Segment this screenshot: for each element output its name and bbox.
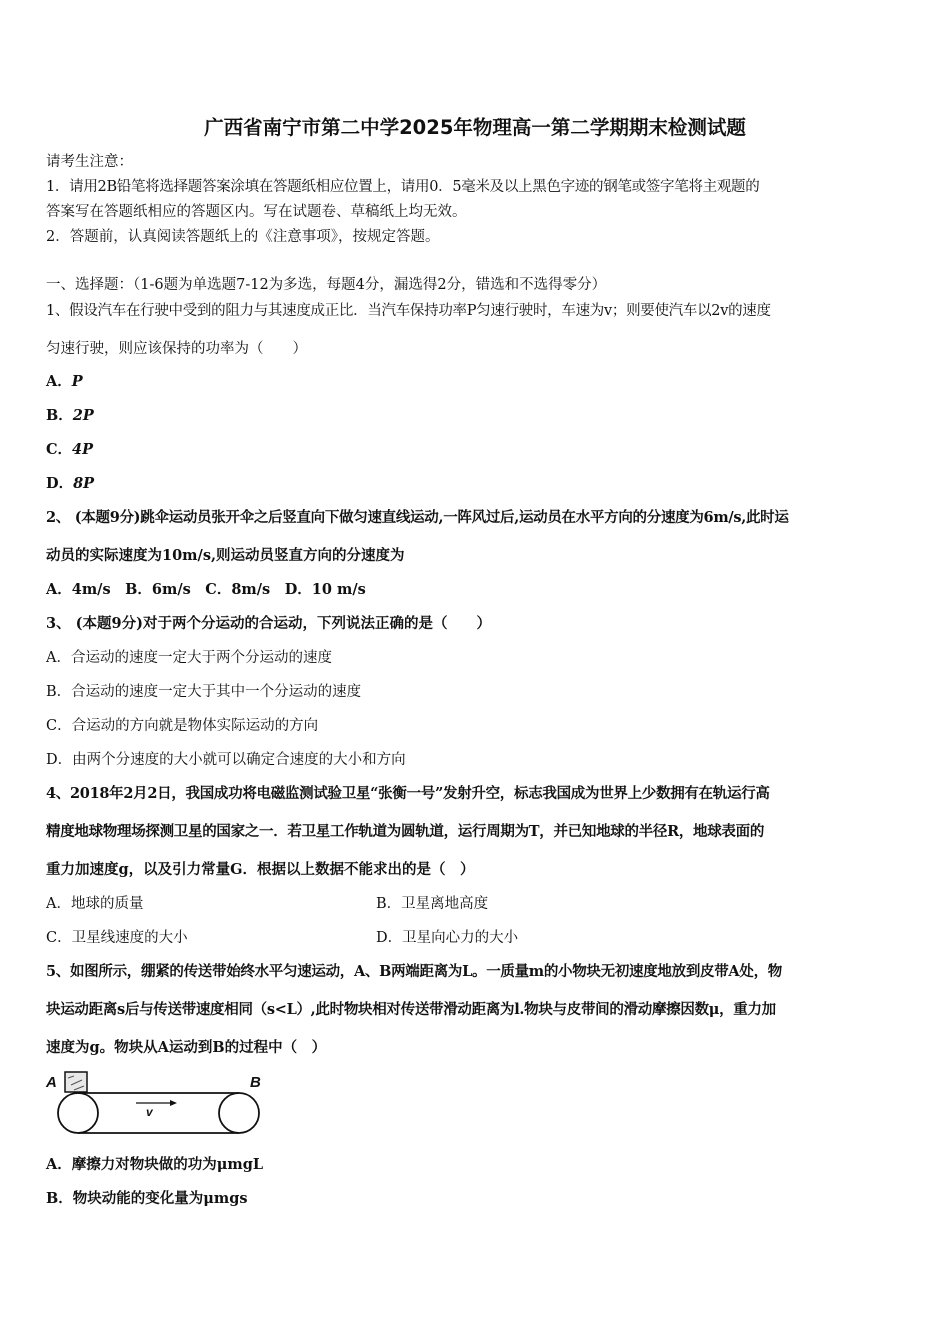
option-label: D． xyxy=(46,475,74,492)
right-pulley xyxy=(219,1093,259,1133)
question-1-line-2: 匀速行驶，则应该保持的功率为（ ） xyxy=(46,341,307,357)
q4-option-d: D．卫星向心力的大小 xyxy=(376,930,519,946)
option-label: A． xyxy=(46,373,72,390)
label-v: v xyxy=(146,1105,153,1119)
q1-option-a xyxy=(46,373,83,391)
q4-option-c: C．卫星线速度的大小 xyxy=(46,930,188,946)
option-value: P xyxy=(71,373,83,390)
q3-option-c: C．合运动的方向就是物体实际运动的方向 xyxy=(46,718,319,734)
q1-option-d xyxy=(46,475,94,493)
question-2-line-2: 动员的实际速度为10m/s,则运动员竖直方向的分速度为 xyxy=(46,547,405,564)
velocity-arrowhead xyxy=(170,1100,177,1106)
question-2-line-1: 2、 (本题9分)跳伞运动员张开伞之后竖直向下做匀速直线运动,一阵风过后,运动员在水平方向的分速度为6m/s,此时运 xyxy=(46,509,789,526)
q2-options: A．4m/s B．6m/s C．8m/s D．10 m/s xyxy=(46,581,366,598)
q5-option-b: B．物块动能的变化量为μmgs xyxy=(46,1190,248,1207)
q3-option-a: A．合运动的速度一定大于两个分运动的速度 xyxy=(46,650,332,666)
page-title: 广西省南宁市第二中学2025年物理高一第二学期期末检测试题 xyxy=(204,116,746,139)
q3-option-d: D．由两个分速度的大小就可以确定合速度的大小和方向 xyxy=(46,752,406,768)
option-value: 4P xyxy=(72,441,94,458)
notice-item-2: 2．答题前，认真阅读答题纸上的《注意事项》，按规定答题。 xyxy=(46,229,440,245)
q1-option-b xyxy=(46,407,94,425)
label-a: A xyxy=(46,1074,57,1091)
left-pulley xyxy=(58,1093,98,1133)
option-value: 2P xyxy=(72,407,94,424)
q5-option-a: A．摩擦力对物块做的功为μmgL xyxy=(46,1156,264,1173)
question-5-line-3: 速度为g。物块从A运动到B的过程中（ ） xyxy=(46,1039,327,1056)
option-value: 8P xyxy=(73,475,95,492)
question-5-line-2: 块运动距离s后与传送带速度相同（s<L）,此时物块相对传送带滑动距离为l.物块与皮带间的滑动摩擦因数μ，重力加 xyxy=(46,1001,776,1018)
question-3-line: 3、 (本题9分)对于两个分运动的合运动，下列说法正确的是（ ） xyxy=(46,615,491,632)
notice-item-1-cont: 答案写在答题纸相应的答题区内。写在试题卷、草稿纸上均无效。 xyxy=(46,204,467,220)
notice-heading: 请考生注意： xyxy=(46,154,133,170)
question-5-line-1: 5、如图所示，绷紧的传送带始终水平匀速运动，A、B两端距离为L。一质量m的小物块无初速度地放到皮带A处，物 xyxy=(46,963,782,980)
question-4-line-3: 重力加速度g，以及引力常量G．根据以上数据不能求出的是（ ） xyxy=(46,861,475,878)
q3-option-b: B．合运动的速度一定大于其中一个分运动的速度 xyxy=(46,684,362,700)
notice-item-1: 1．请用2B铅笔将选择题答案涂填在答题纸相应位置上，请用0．5毫米及以上黑色字迹的钢笔或签字笔将主观题的 xyxy=(46,179,760,195)
option-label: C． xyxy=(46,441,73,458)
q1-option-c xyxy=(46,441,93,459)
label-b: B xyxy=(250,1074,261,1091)
option-label: B． xyxy=(46,407,73,424)
q4-option-b: B．卫星离地高度 xyxy=(376,896,489,912)
conveyor-belt-diagram xyxy=(44,1070,264,1136)
question-4-line-1: 4、2018年2月2日，我国成功将电磁监测试验卫星“张衡一号”发射升空，标志我国成为世界上少数拥有在轨运行高 xyxy=(46,785,770,802)
q4-option-a: A．地球的质量 xyxy=(46,896,144,912)
section-heading: 一、选择题：（1-6题为单选题7-12为多选，每题4分，漏选得2分，错选和不选得零分） xyxy=(46,277,607,293)
question-4-line-2: 精度地球物理场探测卫星的国家之一．若卫星工作轨道为圆轨道，运行周期为T，并已知地球的半径R，地球表面的 xyxy=(46,823,765,840)
question-1-line-1: 1、假设汽车在行驶中受到的阻力与其速度成正比．当汽车保持功率P匀速行驶时，车速为v；则要使汽车以2v的速度 xyxy=(46,303,771,319)
